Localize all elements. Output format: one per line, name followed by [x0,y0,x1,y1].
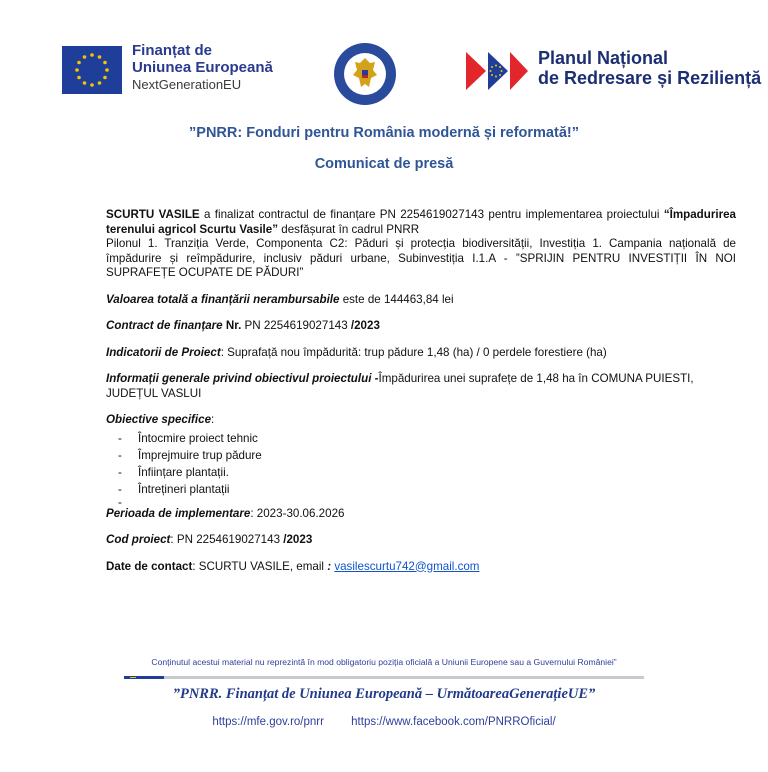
eu-line-2: Uniunea Europeană [132,59,273,76]
objective-text: Înființare plantații. [138,465,229,479]
objectives-colon: : [211,413,215,426]
objectives-label: Obiective specifice [106,413,212,426]
objectives-heading [106,413,736,428]
contract-year: /2023 [350,319,380,332]
contact-text: : SCURTU VASILE, email [192,559,328,573]
press-release-body [106,208,736,574]
contract-paragraph [106,319,736,334]
contact-colon: : [327,559,335,573]
project-name: “Împadurirea terenului agricol Scurtu Vasile” [106,208,736,236]
eu-flag-logo [62,46,122,94]
code-text: : PN 2254619027143 [170,533,284,546]
list-item: - Înființare plantații. [118,465,229,479]
objective-text: Întrețineri plantații [138,482,230,496]
contract-text: PN 2254619027143 [241,319,351,332]
objectives-list [106,430,736,507]
indicators-text: : Suprafață nou împădurită: trup pădure 1,48 (ha) / 0 perdele forestiere (ha) [220,345,607,359]
pnrr-title [538,48,761,88]
facebook-link[interactable]: https://www.facebook.com/PNRROficial/ [351,716,556,728]
info-text: Împădurirea unei suprafețe de 1,48 ha în COMUNA PUIESTI, JUDEȚUL VASLUI [106,372,694,400]
indicators-label: Indicatorii de Proiect [106,345,221,359]
pnrr-line-1: Planul Național [538,48,669,68]
code-year: /2023 [283,533,313,546]
footer-divider [124,676,644,679]
value-text: este de 144463,84 lei [339,292,454,306]
list-item: - [118,495,122,509]
footer-links [0,716,768,728]
period-text: : 2023-30.06.2026 [250,506,345,520]
pnrr-arrows-icon [466,50,530,92]
disclaimer-text: Conținutul acestui material nu reprezintă în mod obligatoriu poziția oficială a Uniunii Europene sau a Guvernului României” [151,657,617,667]
code-label: Cod proiect [106,533,171,546]
list-item: - Întocmire proiect tehnic [118,431,258,445]
contract-nr: Nr. [222,319,242,332]
government-seal-logo [333,42,397,106]
value-label: Valoarea totală a finanțării nerambursabile [106,292,340,306]
eu-line-3: NextGenerationEU [132,77,242,92]
period-label: Perioada de implementare [106,506,251,520]
info-label: Informații generale privind obiectivul proiectului - [106,372,379,385]
page-subtitle: Comunicat de presă [314,156,454,172]
intro-paragraph [106,208,736,237]
eu-stars-icon [62,46,122,94]
objective-text: Întocmire proiect tehnic [138,431,258,445]
eu-funding-label [132,42,273,93]
contact-label: Date de contact [106,559,193,573]
info-paragraph [106,372,736,401]
pillar-paragraph: Pilonul 1. Tranziția Verde, Componenta C2: Păduri și protecția biodiversității, Investiția 1. Campania națională de împădurire și reîmpădurire, inclusiv păduri urbane, Subinvestiția I.1.A - ”SPRIJIN PENTRU INVESTIȚII ÎN NOI SUPRAFEȚE OCUPATE DE PĂDURI” [106,237,736,279]
contact-paragraph [106,560,736,575]
mfe-link[interactable]: https://mfe.gov.ro/pnrr [212,716,324,728]
list-item: - Împrejmuire trup pădure [118,448,262,462]
seal-icon [333,42,397,106]
intro-text-1: a finalizat contractul de finanțare PN 2254619027143 pentru implementarea proiectului [199,208,664,221]
value-paragraph [106,293,736,308]
email-link[interactable]: vasilescurtu742@gmail.com [334,559,480,573]
objective-text: Împrejmuire trup pădure [138,448,262,462]
beneficiary-name: SCURTU VASILE [106,208,200,221]
footer-motto: ”PNRR. Finanțat de Uniunea Europeană – UrmătoareaGenerațieUE” [172,686,596,702]
pnrr-line-2: de Redresare și Reziliență [538,68,762,88]
page-title: ”PNRR: Fonduri pentru România modernă și reformată!” [189,125,579,141]
code-paragraph [106,533,736,548]
eu-line-1: Finanțat de [132,42,213,59]
list-item: - Întrețineri plantații [118,482,230,496]
contract-label: Contract de finanțare [106,319,223,332]
indicators-paragraph [106,346,736,361]
pnrr-logo [466,50,530,92]
intro-text-2: desfășurat în cadrul PNRR [278,222,420,236]
period-paragraph [106,507,736,522]
